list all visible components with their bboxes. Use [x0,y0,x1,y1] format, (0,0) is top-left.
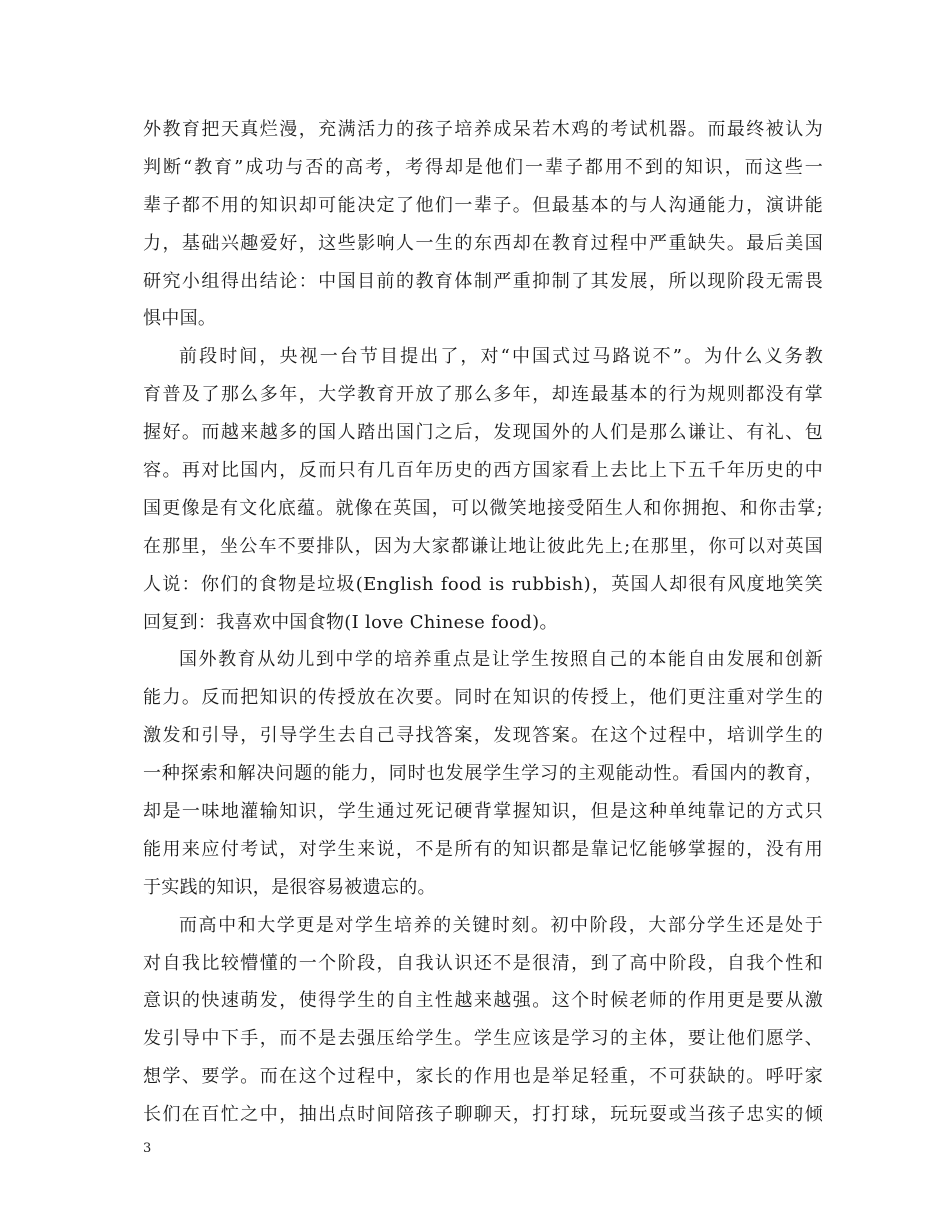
text-line: 长们在百忙之中，抽出点时间陪孩子聊聊天，打打球，玩玩耍或当孩子忠实的倾 [143,1104,823,1126]
text-line: 想学、要学。而在这个过程中，家长的作用也是举足轻重，不可获缺的。呼吁家 [143,1066,823,1088]
text-line: 回复到：我喜欢中国食物(I love Chinese food)。 [143,611,558,633]
text-line: 前段时间，央视一台节目提出了，对“中国式过马路说不”。为什么义务教 [179,346,823,368]
text-line: 力，基础兴趣爱好，这些影响人一生的东西却在教育过程中严重缺失。最后美国 [143,232,823,254]
text-line: 却是一味地灌输知识，学生通过死记硬背掌握知识，但是这种单纯靠记的方式只 [143,801,823,823]
text-line: 在那里，坐公车不要排队，因为大家都谦让地让彼此先上;在那里，你可以对英国 [143,535,823,557]
page-number: 3 [143,1141,152,1156]
text-line: 一种探索和解决问题的能力，同时也发展学生学习的主观能动性。看国内的教育， [143,763,823,785]
text-line: 国外教育从幼儿到中学的培养重点是让学生按照自己的本能自由发展和创新 [179,649,823,671]
text-line: 判断“教育”成功与否的高考，考得却是他们一辈子都用不到的知识，而这些一 [143,156,823,178]
text-line: 育普及了那么多年，大学教育开放了那么多年，却连最基本的行为规则都没有掌 [143,384,823,406]
text-line: 握好。而越来越多的国人踏出国门之后，发现国外的人们是那么谦让、有礼、包 [143,422,823,444]
text-line: 激发和引导，引导学生去自己寻找答案，发现答案。在这个过程中，培训学生的 [143,725,823,747]
text-line: 而高中和大学更是对学生培养的关键时刻。初中阶段，大部分学生还是处于 [179,914,823,936]
text-line: 研究小组得出结论：中国目前的教育体制严重抑制了其发展，所以现阶段无需畏 [143,270,823,292]
text-line: 对自我比较懵懂的一个阶段，自我认识还不是很清，到了高中阶段，自我个性和 [143,952,823,974]
text-line: 容。再对比国内，反而只有几百年历史的西方国家看上去比上下五千年历史的中 [143,460,823,482]
text-line: 意识的快速萌发，使得学生的自主性越来越强。这个时候老师的作用更是要从激 [143,990,823,1012]
text-line: 国更像是有文化底蕴。就像在英国，可以微笑地接受陌生人和你拥抱、和你击掌; [143,497,823,519]
text-line: 辈子都不用的知识却可能决定了他们一辈子。但最基本的与人沟通能力，演讲能 [143,194,823,216]
text-line: 能用来应付考试，对学生来说，不是所有的知识都是靠记忆能够掌握的，没有用 [143,838,823,860]
text-line: 发引导中下手，而不是去强压给学生。学生应该是学习的主体，要让他们愿学、 [143,1028,823,1050]
text-line: 惧中国。 [143,308,217,330]
text-line: 人说：你们的食物是垃圾(English food is rubbish)，英国人却很有风度地笑笑 [143,573,823,595]
text-line: 外教育把天真烂漫，充满活力的孩子培养成呆若木鸡的考试机器。而最终被认为 [143,119,823,140]
body-text [143,111,823,1134]
text-line: 于实践的知识，是很容易被遗忘的。 [143,876,436,898]
text-line: 能力。反而把知识的传授放在次要。同时在知识的传授上，他们更注重对学生的 [143,687,823,709]
